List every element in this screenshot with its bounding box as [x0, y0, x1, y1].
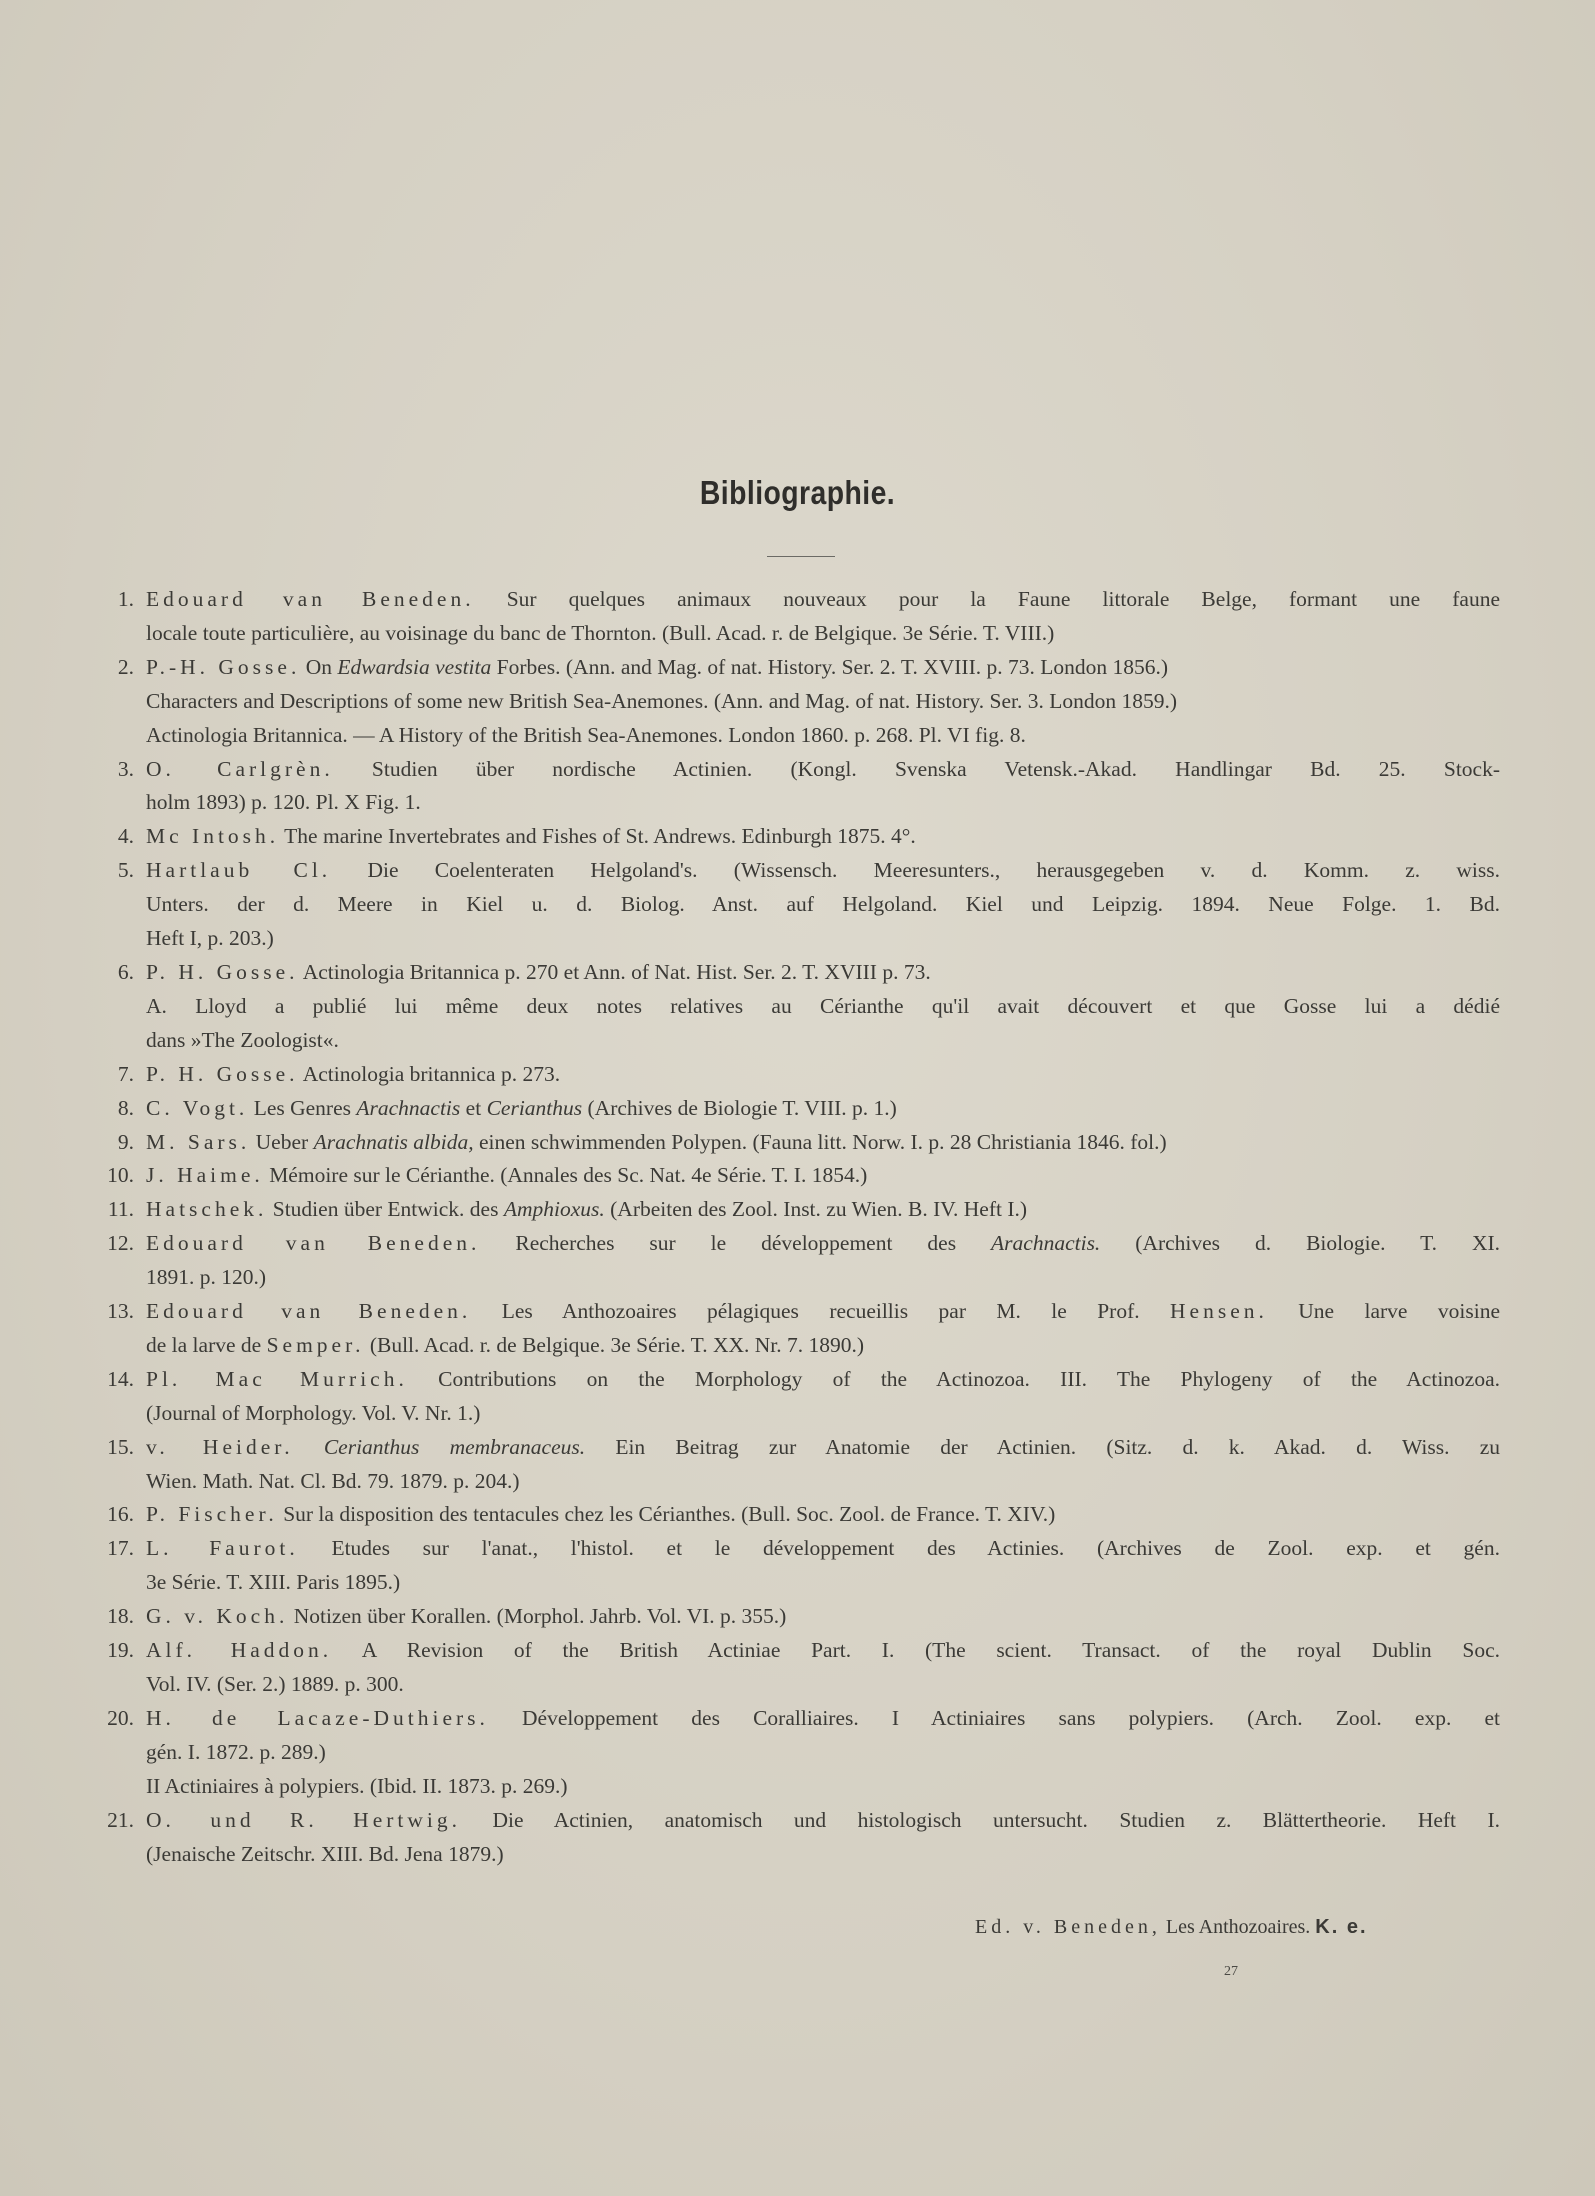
bib-entry: [90, 583, 1500, 651]
entry-text: Actinologia britannica p. 273.: [302, 1061, 561, 1086]
printer-signature: K. e.: [1315, 1916, 1368, 1938]
entry-author: J. Haime.: [146, 1163, 264, 1188]
entry-number: 4.: [117, 824, 134, 849]
entry-text: The marine Invertebrates and Fishes of St. Andrews. Edinburgh 1875. 4°.: [284, 824, 916, 849]
entry-text: holm 1893) p. 120. Pl. X Fig. 1.: [146, 790, 421, 815]
bib-entry: [90, 753, 1500, 821]
bib-entry: [90, 1159, 1500, 1193]
entry-text: (Arbeiten des Zool. Inst. zu Wien. B. IV. Heft I.): [610, 1197, 1028, 1222]
entry-text: (Bull. Acad. r. de Belgique. 3e Série. T. XX. Nr. 7. 1890.): [369, 1332, 865, 1357]
taxon-name: Cerianthus membranaceus.: [323, 1434, 586, 1459]
entry-number: 17.: [107, 1536, 134, 1561]
entry-text: A. Lloyd a publié lui même deux notes relatives au Cérianthe qu'il avait découvert et que Gosse lui a dédié: [146, 993, 1500, 1018]
entry-text: (Archives d. Biologie. T. XI.: [1135, 1231, 1501, 1256]
entry-text: Heft I, p. 203.): [146, 926, 274, 951]
entry-text: de la larve de: [146, 1332, 262, 1357]
bib-entry: [90, 1702, 1500, 1804]
entry-author: Edouard van Beneden.: [146, 1231, 481, 1256]
entry-author: Hatschek.: [146, 1197, 268, 1222]
entry-text: (Archives de Biologie T. VIII. p. 1.): [587, 1095, 897, 1120]
entry-author: L. Faurot.: [146, 1536, 299, 1561]
bib-entry: [90, 1092, 1500, 1126]
entry-text: Une larve voisine: [1298, 1299, 1500, 1324]
entry-text: einen schwimmenden Polypen. (Fauna litt. Norw. I. p. 28 Christiania 1846. fol.): [479, 1129, 1167, 1154]
taxon-name: Cerianthus: [486, 1095, 583, 1120]
entry-text: 3e Série. T. XIII. Paris 1895.): [146, 1570, 401, 1595]
bib-entry: [90, 1126, 1500, 1160]
entry-number: 11.: [107, 1197, 134, 1222]
entry-number: 9.: [117, 1129, 134, 1154]
entry-text: Développement des Coralliaires. I Actiniaires sans polypiers. (Arch. Zool. exp. et: [522, 1705, 1500, 1730]
entry-text: 1891. p. 120.): [146, 1265, 267, 1290]
page-title: Bibliographie.: [699, 474, 896, 511]
entry-text: (Jenaische Zeitschr. XIII. Bd. Jena 1879.): [146, 1841, 504, 1866]
bib-entry: [90, 1227, 1500, 1295]
entry-text: Mémoire sur le Cérianthe. (Annales des Sc. Nat. 4e Série. T. I. 1854.): [269, 1163, 868, 1188]
bib-entry: [90, 854, 1500, 956]
entry-text: Characters and Descriptions of some new British Sea-Anemones. (Ann. and Mag. of nat. History. Ser. 3. London 1859.): [146, 688, 1178, 713]
entry-number: 15.: [107, 1434, 134, 1459]
entry-number: 14.: [107, 1366, 134, 1391]
entry-text: A Revision of the British Actiniae Part. I. (The scient. Transact. of the royal Dublin Soc.: [361, 1638, 1500, 1663]
entry-author: P. Fischer.: [146, 1502, 278, 1527]
person-name: Semper.: [266, 1332, 365, 1357]
entry-text: Die Actinien, anatomisch und histologisch untersucht. Studien z. Blättertheorie. Heft I.: [492, 1807, 1500, 1832]
entry-text: gén. I. 1872. p. 289.): [146, 1739, 326, 1764]
entry-author: Pl. Mac Murrich.: [146, 1366, 408, 1391]
entry-author: Edouard van Beneden.: [146, 587, 475, 611]
entry-author: v. Heider.: [146, 1434, 294, 1459]
taxon-name: Arachnactis.: [991, 1231, 1101, 1256]
entry-author: P. H. Gosse.: [146, 1061, 299, 1086]
entry-number: 8.: [117, 1095, 134, 1120]
title-rule: [767, 556, 835, 557]
taxon-name: Arachnatis albida,: [313, 1129, 474, 1154]
entry-author: Mc Intosh.: [146, 824, 280, 849]
entry-number: 16.: [107, 1502, 134, 1527]
page-number: 27: [1224, 1964, 1238, 1979]
entry-author: Edouard van Beneden.: [146, 1299, 472, 1324]
entry-text: et: [465, 1095, 482, 1120]
bib-entry: [90, 1498, 1500, 1532]
entry-number: 10.: [107, 1163, 134, 1188]
entry-number: 7.: [117, 1061, 134, 1086]
entry-author: C. Vogt.: [146, 1095, 249, 1120]
entry-author: O. Carlgrèn.: [146, 756, 334, 781]
taxon-name: Edwardsia vestita: [337, 654, 492, 679]
entry-author: H. de Lacaze-Duthiers.: [146, 1705, 489, 1730]
entry-number: 12.: [107, 1231, 134, 1256]
entry-author: M. Sars.: [146, 1129, 251, 1154]
entry-text: Les Genres: [253, 1095, 351, 1120]
bib-entry: [90, 1634, 1500, 1702]
entry-author: G. v. Koch.: [146, 1604, 289, 1629]
entry-number: 2.: [117, 654, 134, 679]
entry-text: Ein Beitrag zur Anatomie der Actinien. (Sitz. d. k. Akad. d. Wiss. zu: [615, 1434, 1501, 1459]
bib-entry: [90, 1431, 1500, 1499]
entry-author: P. H. Gosse.: [146, 959, 299, 984]
footer-work: Les Anthozoaires.: [1165, 1916, 1311, 1938]
entry-number: 6.: [117, 959, 134, 984]
entry-text: Ueber: [255, 1129, 309, 1154]
bib-entry: [90, 820, 1500, 854]
entry-text: Die Coelenteraten Helgoland's. (Wissensch. Meeresunters., herausgegeben v. d. Komm. z. wiss.: [367, 858, 1501, 883]
entry-number: 3.: [117, 756, 134, 781]
entry-author: P.-H. Gosse.: [146, 654, 301, 679]
entry-text: dans »The Zoologist«.: [146, 1027, 339, 1052]
entry-text: Wien. Math. Nat. Cl. Bd. 79. 1879. p. 204.): [146, 1468, 520, 1493]
entry-text: On: [305, 654, 332, 679]
bib-entry: [90, 651, 1500, 753]
entry-text: Unters. der d. Meere in Kiel u. d. Biolog. Anst. auf Helgoland. Kiel und Leipzig. 1894. Neue Folge. 1. Bd.: [146, 892, 1500, 917]
taxon-name: Amphioxus.: [503, 1197, 605, 1222]
bib-entry: [90, 1532, 1500, 1600]
entry-text: Les Anthozoaires pélagiques recueillis par M. le Prof.: [501, 1299, 1140, 1324]
bibliography-list: [90, 583, 1500, 1871]
entry-text: Vol. IV. (Ser. 2.) 1889. p. 300.: [146, 1672, 404, 1696]
entry-author: O. und R. Hertwig.: [146, 1807, 461, 1832]
bib-entry: [90, 1193, 1500, 1227]
entry-text: Actinologia Britannica p. 270 et Ann. of Nat. Hist. Ser. 2. T. XVIII p. 73.: [302, 959, 931, 984]
entry-text: (Journal of Morphology. Vol. V. Nr. 1.): [146, 1400, 481, 1425]
entry-text: Studien über nordische Actinien. (Kongl. Svenska Vetensk.-Akad. Handlingar Bd. 25. Stock-: [371, 756, 1500, 781]
entry-text: Studien über Entwick. des: [272, 1197, 499, 1222]
taxon-name: Arachnactis: [356, 1095, 461, 1120]
entry-text: locale toute particulière, au voisinage du banc de Thornton. (Bull. Acad. r. de Belgique. 3e Série. T. VIII.): [146, 620, 1055, 645]
entry-text: Recherches sur le développement des: [515, 1231, 957, 1256]
bib-entry: [90, 1600, 1500, 1634]
entry-text: Sur la disposition des tentacules chez les Cérianthes. (Bull. Soc. Zool. de France. T. XIV.): [283, 1502, 1056, 1527]
entry-text: Notizen über Korallen. (Morphol. Jahrb. Vol. VI. p. 355.): [293, 1604, 787, 1629]
entry-text: II Actiniaires à polypiers. (Ibid. II. 1873. p. 269.): [146, 1773, 568, 1798]
bib-entry: [90, 1295, 1500, 1363]
entry-text: Actinologia Britannica. — A History of the British Sea-Anemones. London 1860. p. 268. Pl. VI fig. 8.: [146, 722, 1026, 747]
entry-number: 21.: [107, 1807, 134, 1832]
entry-text: Sur quelques animaux nouveaux pour la Faune littorale Belge, formant une faune: [506, 587, 1500, 611]
entry-text: Forbes. (Ann. and Mag. of nat. History. Ser. 2. T. XVIII. p. 73. London 1856.): [496, 654, 1169, 679]
entry-number: 5.: [117, 858, 134, 883]
entry-number: 18.: [107, 1604, 134, 1629]
entry-number: 13.: [107, 1299, 134, 1324]
bib-entry: [90, 1804, 1500, 1872]
bib-entry: [90, 1058, 1500, 1092]
entry-text: Etudes sur l'anat., l'histol. et le développement des Actinies. (Archives de Zool. exp. et gén.: [331, 1536, 1500, 1561]
footer-author: Ed. v. Beneden,: [975, 1916, 1161, 1938]
entry-author: Hartlaub Cl.: [146, 858, 332, 883]
entry-text: Contributions on the Morphology of the Actinozoa. III. The Phylogeny of the Actinozoa.: [438, 1366, 1501, 1391]
entry-author: Alf. Haddon.: [146, 1638, 333, 1663]
entry-number: 19.: [107, 1638, 134, 1663]
bib-entry: [90, 956, 1500, 1058]
entry-number: 1.: [117, 587, 134, 611]
entry-number: 20.: [107, 1705, 134, 1730]
person-name: Hensen.: [1170, 1299, 1268, 1324]
signature-footer: [975, 1916, 1368, 1939]
bib-entry: [90, 1363, 1500, 1431]
